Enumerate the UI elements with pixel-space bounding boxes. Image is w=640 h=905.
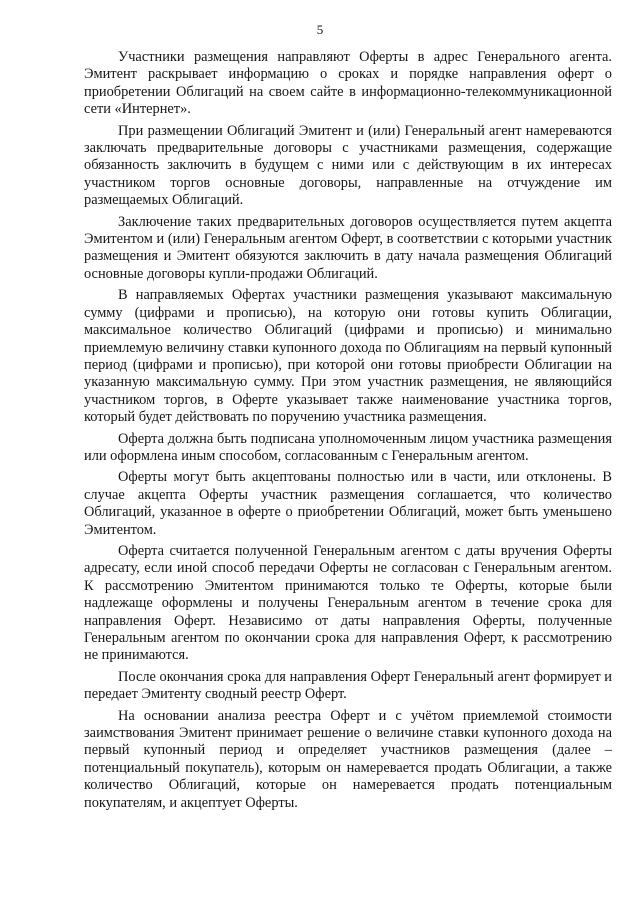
paragraph: В направляемых Офертах участники размещения указывают максимальную сумму (цифрами и прописью), на которую они готовы купить Облигации, максимальное количество Облигаций (цифрами и прописью) и минимально приемлемую величину ставки купонного дохода по Облигациям на первый купонный период (цифрами и прописью), при которой они готовы приобрести Облигации на указанную максимальную сумму. При этом участник размещения, не являющийся участником торгов, в Оферте указывает также наименование участника торгов, который будет действовать по поручению участника размещения.	[84, 287, 612, 426]
paragraph: На основании анализа реестра Оферт и с учётом приемлемой стоимости заимствования Эмитент принимает решение о величине ставки купонного дохода на первый купонный период и определяет участников размещения (далее – потенциальный покупатель), которым он намеревается продать Облигации, а также количество Облигаций, которые он намеревается продать потенциальным покупателям, и акцептует Оферты.	[84, 707, 612, 811]
document-body	[84, 49, 612, 816]
paragraph: После окончания срока для направления Оферт Генеральный агент формирует и передает Эмитенту сводный реестр Оферт.	[84, 668, 612, 703]
page-number: 5	[316, 22, 324, 37]
paragraph: Оферта считается полученной Генеральным агентом с даты вручения Оферты адресату, если иной способ передачи Оферты не согласован с Генеральным агентом. К рассмотрению Эмитентом принимаются только те Оферты, которые были надлежаще оформлены и получены Генеральным агентом в течение срока для направления Оферт. Независимо от даты направления Оферты, полученные Генеральным агентом по окончании срока для направления Оферт, к рассмотрению не принимаются.	[84, 542, 612, 664]
paragraph: Оферты могут быть акцептованы полностью или в части, или отклонены. В случае акцепта Оферты участник размещения соглашается, что количество Облигаций, указанное в оферте о приобретении Облигаций, может быть уменьшено Эмитентом.	[84, 469, 612, 538]
paragraph: Участники размещения направляют Оферты в адрес Генерального агента. Эмитент раскрывает информацию о сроках и порядке направления оферт о приобретении Облигаций на своем сайте в информационно-телекоммуникационной сети «Интернет».	[84, 49, 612, 118]
paragraph: Оферта должна быть подписана уполномоченным лицом участника размещения или оформлена иным способом, согласованным с Генеральным агентом.	[84, 430, 612, 464]
paragraph: При размещении Облигаций Эмитент и (или) Генеральный агент намереваются заключать предварительные договоры с участниками размещения, содержащие обязанность заключить в будущем с ними или с действующим в их интересах участником торгов основные договоры, направленные на отчуждение им размещаемых Облигаций.	[84, 122, 612, 209]
paragraph: Заключение таких предварительных договоров осуществляется путем акцепта Эмитентом и (или) Генеральным агентом Оферт, в соответствии с которыми участник размещения и Эмитент обязуются заключить в дату начала размещения Облигаций основные договоры купли-продажи Облигаций.	[84, 213, 612, 282]
